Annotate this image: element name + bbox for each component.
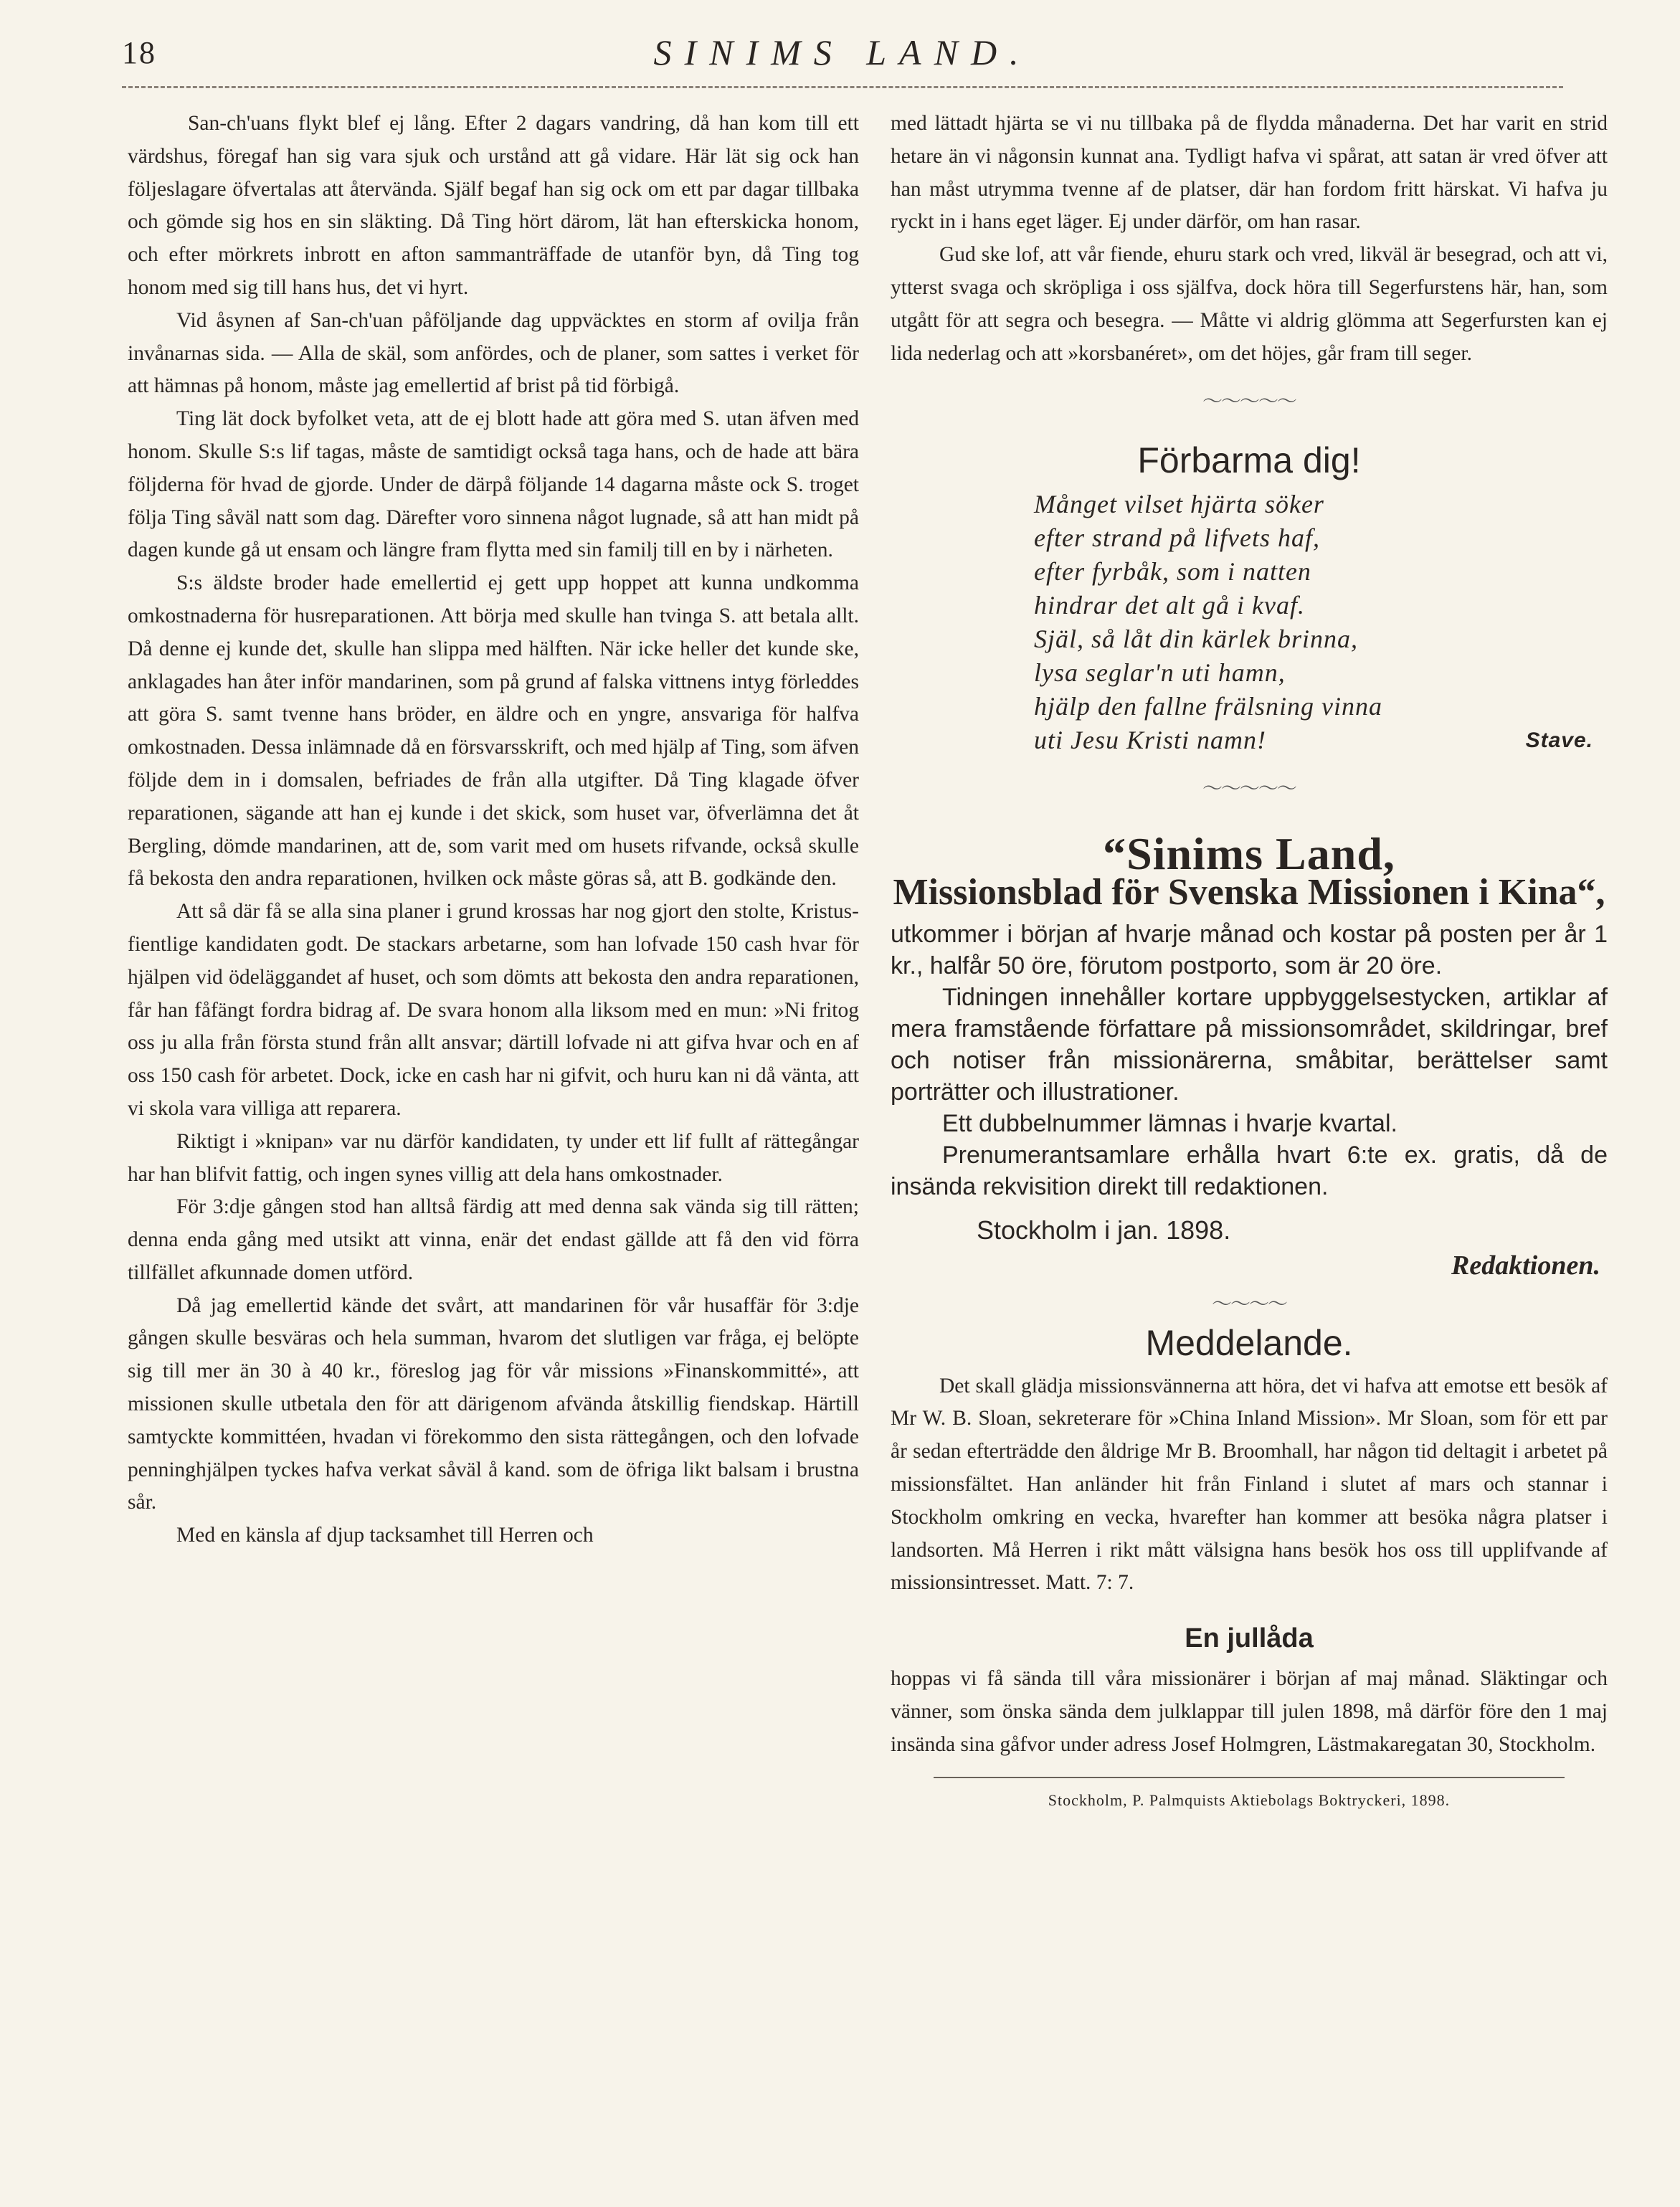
right-column [891,108,1608,1817]
announcement [891,1370,1608,1600]
section-divider: ～～～～～ [1202,777,1296,800]
article-paragraph: San-ch'uans flykt blef ej lång. Efter 2 dagars vandring, då han kom till ett värdshus, föregaf han sig vara sjuk och urstånd att gå vidare. Här lät sig ock han följeslagare öfvertalas att återvända. Själf begaf han sig ock om ett par dagar tillbaka och gömde sig hos en sin släkting. Då Ting hört därom, lät han efterskicka honom, och efter mörkrets inbrott en afton sammanträffade de utanför byn, då Ting tog honom med sig till hans hus, det vi hyrt. [128,112,859,299]
christmas-box [891,1663,1608,1761]
article-paragraph: För 3:dje gången stod han alltså färdig att med denna sak vända sig till rätten; denna enda gång med utsikt att vinna, enär det endast gällde att få den vid förra tillfället afkunnade domen utförd. [128,1195,859,1284]
page-header [122,27,1563,92]
article-paragraph: med lättadt hjärta se vi nu tillbaka på de flydda månaderna. Det har varit en strid hetare än vi någonsin kunnat ana. Tydligt hafva vi spårat, att satan är vred öfver att han måst utrymma tvenne af de platser, där han fordom fritt härskat. Vi hafva ju ryckt in i hans eget läger. Ej under därför, om han rasar. [891,112,1608,234]
christmas-text: hoppas vi få sända till våra missionärer i början af maj månad. Släktingar och vänner, som önska sända dem julklappar till julen 1898, må därför före den 1 maj insända sina gåfvor under adress Josef Holmgren, Lästmakaregatan 30, Stockholm. [891,1666,1608,1756]
article-paragraph: Gud ske lof, att vår fiende, ehuru stark och vred, likväl är besegrad, och att vi, ytterst svaga och skröpliga i oss själfva, dock höra till Segerfurstens här, han, som utgått för att segra och besegra. — Måtte vi aldrig glömma att Segerfursten kan ej lida nederlag och att »korsbanéret», om det höjes, går fram till seger. [891,243,1608,365]
section-divider: ～～～～～ [1202,391,1296,414]
announcement-text: Det skall glädja missionsvännerna att höra, det vi hafva att emotse ett besök af Mr W. B. Sloan, sekreterare för »China Inland Mission». Mr Sloan, som för ett par år sedan efterträdde den åldrige Mr B. Broomhall, har någon tid deltagit i arbetet på missionsfältet. Han anländer hit från Finland i slutet af mars och stannar i Stockholm omkring en vecka, hvarefter han kommer att besöka några platser i landsorten. Må Herren i rikt mått välsigna hans besök hos oss till upplifvande af missionsintresset. Matt. 7: 7. [891,1374,1608,1595]
info-paragraph: utkommer i början af hvarje månad och kostar på posten per år 1 kr., halfår 50 öre, förutom postporto, som är 20 öre. [891,921,1608,980]
subscription-info [891,919,1608,1202]
masthead-subtitle: Missionsblad för Svenska Missionen i Kina“, [893,871,1605,913]
left-column [128,108,859,1552]
article-paragraph: Vid åsynen af San-ch'uan påföljande dag uppväcktes en storm af ovilja från invånarnas sida. — Alla de skäl, som anfördes, och de planer, som sattes i verket för att hämnas på honom, måste jag emellertid af brist på tid förbigå. [128,308,859,398]
info-paragraph: Prenumerantsamlare erhålla hvart 6:te ex. gratis, då de insända rekvisition direkt till redaktionen. [891,1142,1608,1201]
poem-line: Månget vilset hjärta söker [1034,489,1324,518]
announcement-title: Meddelande. [1145,1322,1353,1363]
poem-line: hjälp den fallne frälsning vinna [1034,691,1382,721]
article-paragraph: Ting lät dock byfolket veta, att de ej blott hade att göra med S. utan äfven med honom. Skulle S:s lif tagas, måste de samtidigt också taga hans, och de hade att bära följderna för hvad de gjorde. Under de därpå följande 14 dagarna måste ock S. troget följa Ting såväl natt som dag. Därefter voro sinnena något lugnade, så att han midt på dagen kunde gå ut ensam och längre fram flytta med sin familj till en by i närheten. [128,407,859,562]
christmas-title: En jullåda [1185,1623,1314,1654]
poem-line: uti Jesu Kristi namn! [1034,725,1266,754]
article-paragraph: S:s äldste broder hade emellertid ej gett upp hoppet att kunna undkomma omkostnaderna för husreparationen. Att börja med skulle han tvinga S. att betala allt. Då denne ej kunde det, skulle han slippa med hälften. När icke heller det kunde ske, anklagades han åter inför mandarinen, som på grund af falska vittnens intyg förleddes att göra S. samt tvenne hans bröder, en äldre och en yngre, ansvariga för halfva omkostnaden. Dessa inlämnade då en försvarsskrift, och med hjälp af Ting, som äfven följde dem in i domsalen, befriades de från alla utgifter. Då Ting klagade öfver reparationen, sägande att han ej kunde i det skick, som huset var, öfverlämna det åt Bergling, dömde mandarinen, att de, som varit med om husets rifvande, också skulle få bekosta den andra reparationen, hvilken ock måste göras så, att B. godkände den. [128,571,859,891]
poem-line: hindrar det alt gå i kvaf. [1034,590,1305,620]
editors-signature: Redaktionen. [1451,1250,1600,1281]
article-paragraph: Att så där få se alla sina planer i grund krossas har nog gjort den stolte, Kristus-fientlige kandidaten godt. De stackars arbetarne, som han lofvade 150 cash hvar för hjälpen vid ödeläggandet af huset, och som dömts att bekosta den andra reparationen, får han fåfängt fordra bidrag af. De svara honom alla liksom med en mun: »Ni fritog oss ju alla från första stund från allt ansvar; därtill lofvade ni att gifva hvar och en af oss 150 cash för arbetet. Dock, icke en cash har ni gifvit, och huru kan ni då vänta, att vi skola vara villiga att reparera. [128,900,859,1120]
info-paragraph: Ett dubbelnummer lämnas i hvarje kvartal. [942,1110,1397,1138]
running-title: SINIMS LAND. [653,32,1032,72]
place-date: Stockholm i jan. 1898. [977,1215,1231,1245]
poem-title: Förbarma dig! [1137,440,1361,481]
page-number: 18 [122,35,156,70]
article-paragraph: Riktigt i »knipan» var nu därför kandidaten, ty under ett lif fullt af rättegångar har han blifvit fattig, och ingen synes villig att dela hans omkostnader. [128,1129,859,1186]
header-rule [122,86,1563,88]
footer-rule [934,1777,1565,1778]
section-divider: ～～～～ [1211,1293,1286,1316]
poem-line: efter strand på lifvets haf, [1034,523,1320,552]
printer-imprint: Stockholm, P. Palmquists Aktiebolags Boktryckeri, 1898. [1048,1791,1451,1810]
poem-line: Själ, så låt din kärlek brinna, [1034,624,1358,653]
article-paragraph: Med en känsla af djup tacksamhet till Herren och [176,1524,594,1547]
article-paragraph: Då jag emellertid kände det svårt, att mandarinen för vår husaffär för 3:dje gången skulle besväras och hela summan, hvarom det slutligen var fråga, ej belöpte sig till mer än 30 à 40 kr., föreslog jag för vår missions »Finanskommitté», att missionen skulle utbetala den för att därigenom afvända åtskillig fiendskap. Härtill samtyckte kommittéen, hvadan vi förekommo den sista rättegången, och den lofvade penninghjälpen tyckes hafva verkat såväl å kand. som de öfriga likt balsam i brustna sår. [128,1294,859,1514]
poem [891,488,1608,757]
masthead-title: “Sinims Land, [1103,827,1395,879]
info-paragraph: Tidningen innehåller kortare uppbyggelsestycken, artiklar af mera framstående författare på missionsområdet, skildringar, bref och notiser från missionärerna, småbitar, berättelser samt porträtter och illustrationer. [891,984,1608,1106]
poem-author: Stave. [1525,728,1593,752]
poem-line: lysa seglar'n uti hamn, [1034,658,1286,687]
poem-line: efter fyrbåk, som i natten [1034,556,1311,586]
